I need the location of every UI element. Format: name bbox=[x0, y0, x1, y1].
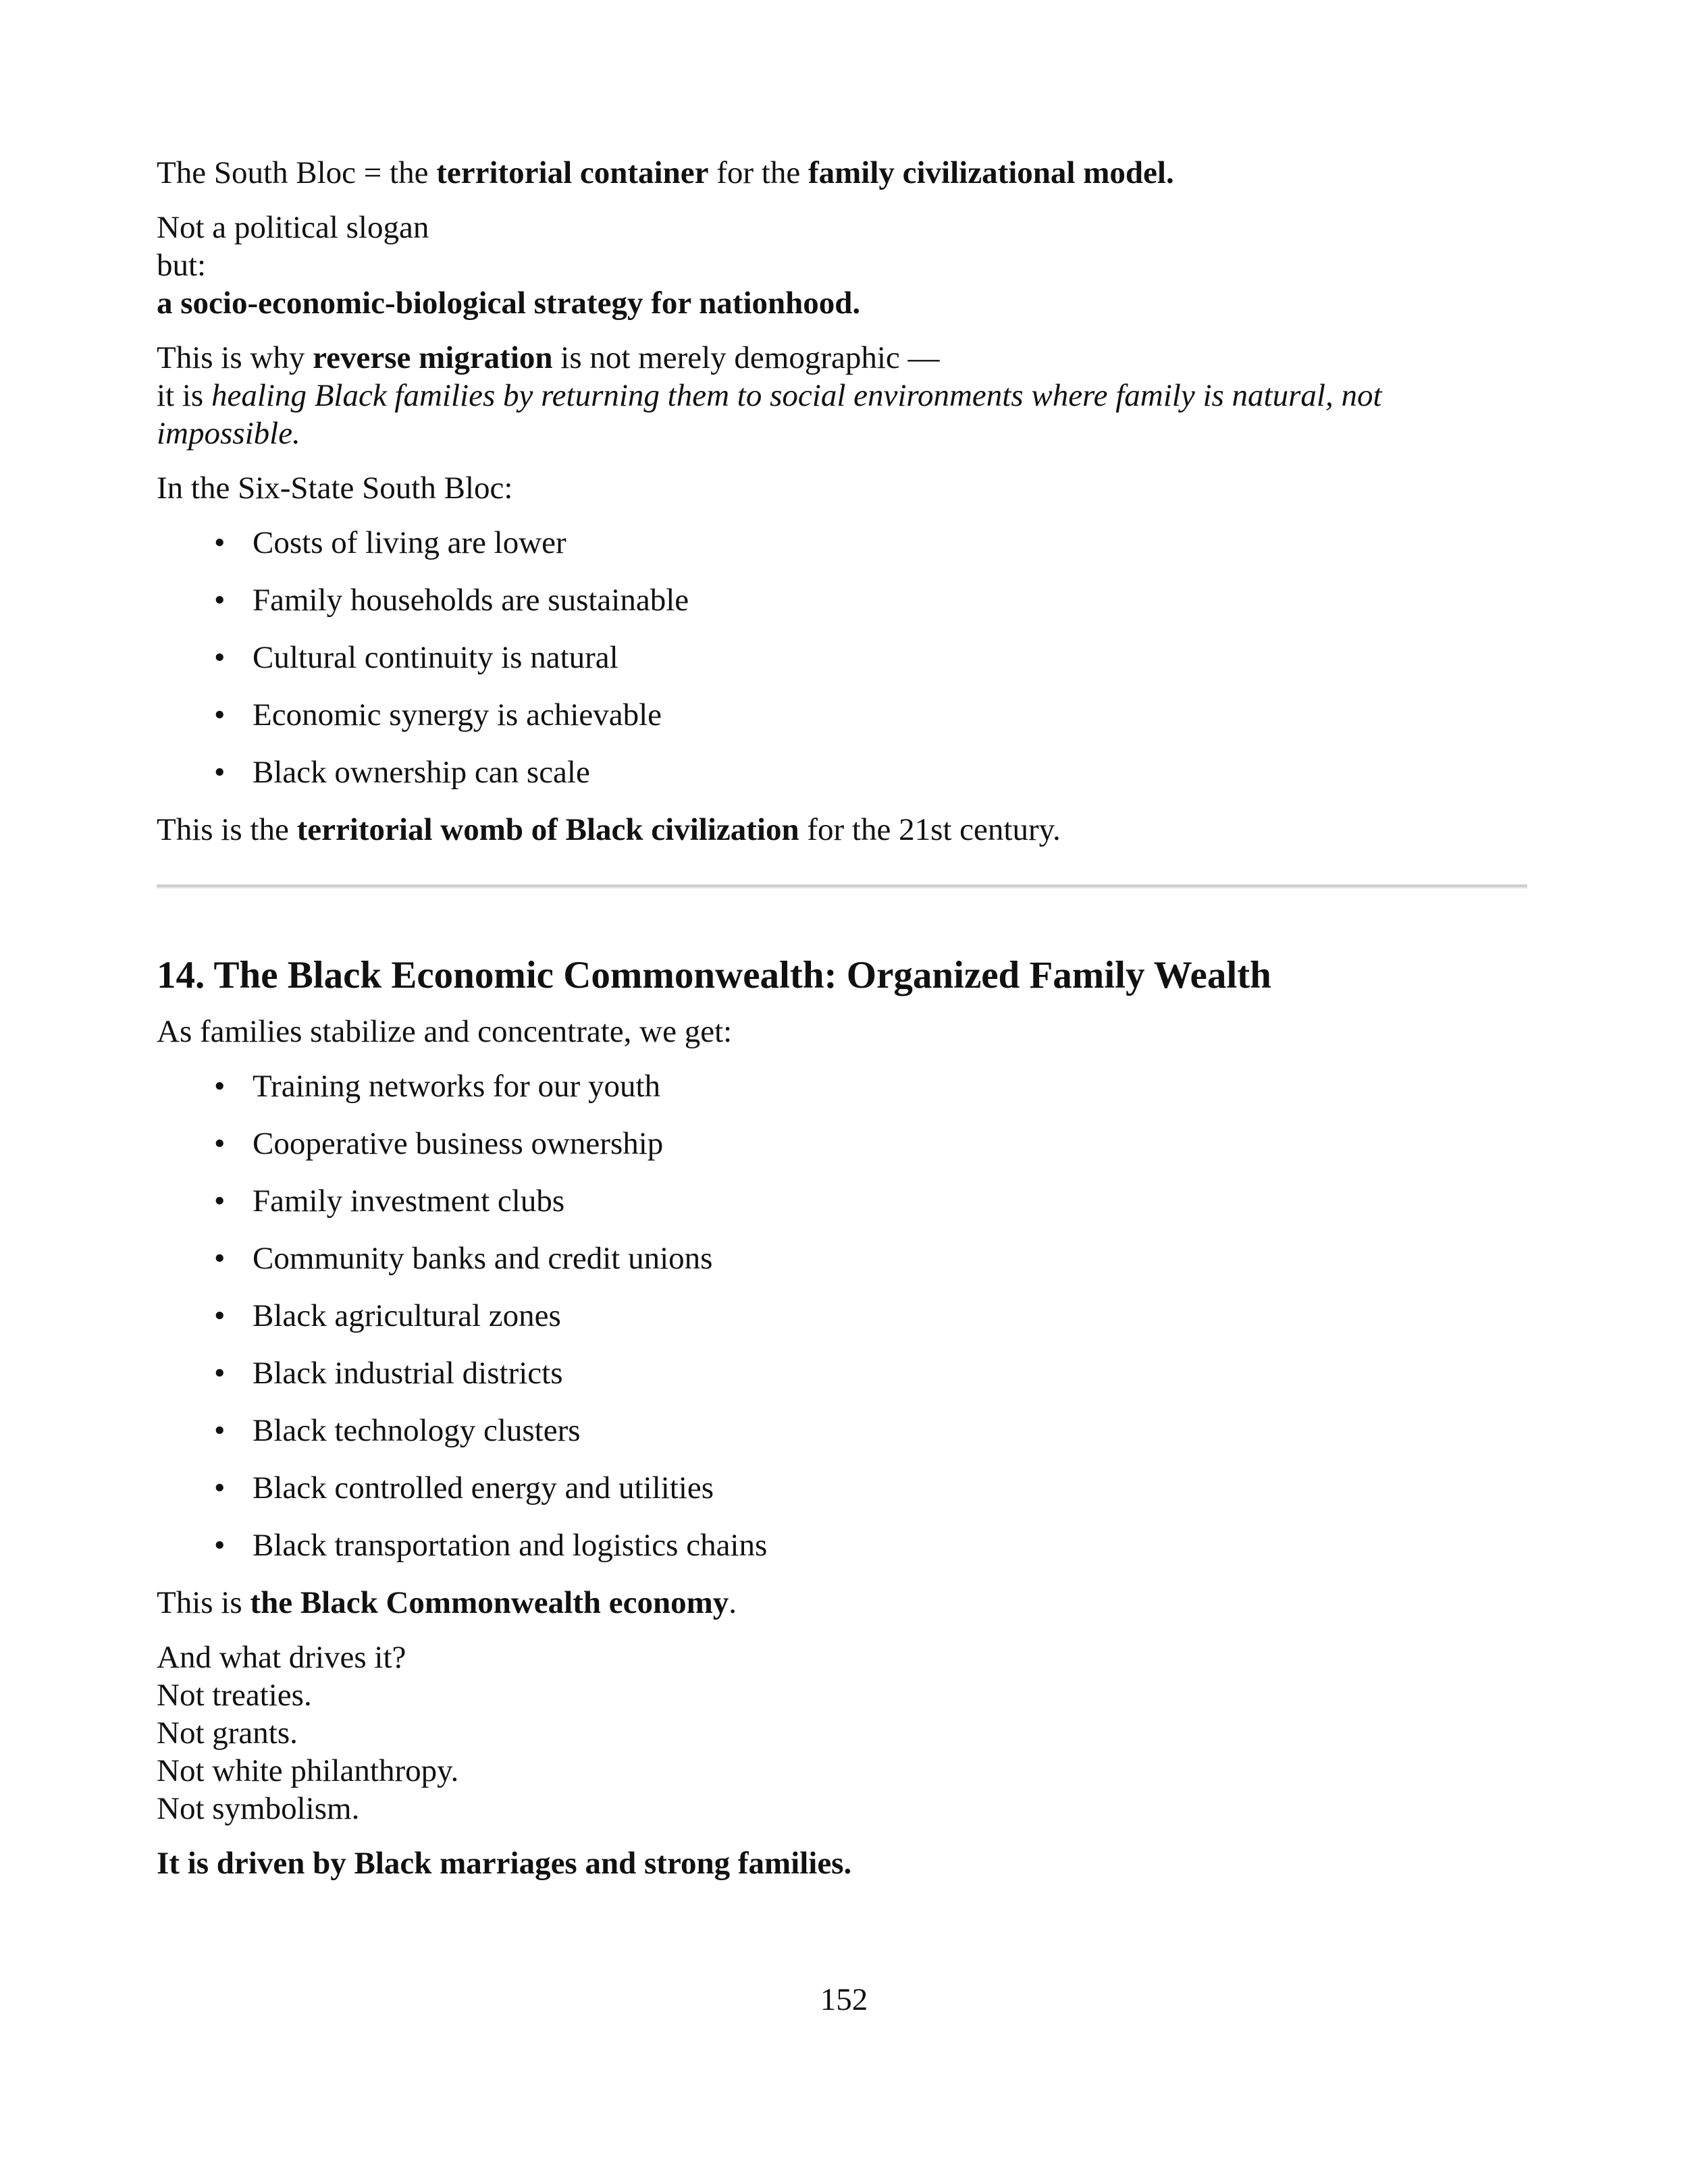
bullet-icon: • bbox=[214, 1126, 226, 1161]
list-item bbox=[157, 1240, 1527, 1277]
bullet-icon: • bbox=[214, 640, 226, 675]
list-item-text: Black ownership can scale bbox=[253, 755, 590, 790]
bullet-list-commonwealth bbox=[157, 1067, 1527, 1564]
list-item bbox=[157, 639, 1527, 676]
paragraph-south-bloc bbox=[157, 154, 1527, 192]
text-run: This is bbox=[157, 1585, 250, 1620]
paragraph-reverse-migration bbox=[157, 339, 1527, 452]
bold-phrase: territorial container bbox=[436, 155, 709, 190]
list-item bbox=[157, 753, 1527, 791]
horizontal-divider bbox=[157, 884, 1527, 888]
text-line: Not grants. bbox=[157, 1715, 298, 1751]
bullet-icon: • bbox=[214, 697, 226, 733]
text-line: Not white philanthropy. bbox=[157, 1753, 459, 1788]
text-run: it is bbox=[157, 378, 211, 413]
list-item bbox=[157, 1125, 1527, 1163]
bullet-list-south-bloc bbox=[157, 524, 1527, 791]
text-run: This is why bbox=[157, 340, 313, 375]
bold-phrase: territorial womb of Black civilization bbox=[296, 812, 799, 847]
bullet-icon: • bbox=[214, 1183, 226, 1219]
list-item-text: Community banks and credit unions bbox=[253, 1241, 713, 1276]
list-item bbox=[157, 1354, 1527, 1392]
list-item bbox=[157, 524, 1527, 562]
list-item-text: Black agricultural zones bbox=[253, 1298, 561, 1333]
list-item bbox=[157, 1412, 1527, 1449]
list-item bbox=[157, 1469, 1527, 1507]
text-line: but: bbox=[157, 248, 207, 283]
list-item bbox=[157, 1297, 1527, 1335]
text-run: is not merely demographic — bbox=[552, 340, 940, 375]
list-item bbox=[157, 696, 1527, 734]
bullet-icon: • bbox=[214, 1356, 226, 1391]
text-line: Not symbolism. bbox=[157, 1791, 360, 1826]
text-run: . bbox=[729, 1585, 737, 1620]
section-heading: 14. The Black Economic Commonwealth: Organized Family Wealth bbox=[157, 954, 1271, 996]
bullet-icon: • bbox=[214, 583, 226, 618]
list-item-text: Family households are sustainable bbox=[253, 583, 689, 618]
list-item bbox=[157, 1067, 1527, 1105]
list-item bbox=[157, 1526, 1527, 1564]
list-item-text: Black industrial districts bbox=[253, 1356, 563, 1391]
text-run: The South Bloc = the bbox=[157, 155, 437, 190]
paragraph-intro: As families stabilize and concentrate, we get: bbox=[157, 1014, 733, 1049]
paragraph-what-drives-it bbox=[157, 1639, 1527, 1828]
paragraph-commonwealth-economy bbox=[157, 1584, 1527, 1622]
list-item-text: Cultural continuity is natural bbox=[253, 640, 618, 675]
bullet-icon: • bbox=[214, 1470, 226, 1506]
bullet-icon: • bbox=[214, 1298, 226, 1333]
text-line: Not a political slogan bbox=[157, 210, 429, 245]
paragraph-not-slogan bbox=[157, 209, 1527, 322]
bullet-icon: • bbox=[214, 1241, 226, 1276]
paragraph-closing bbox=[157, 1844, 1527, 1882]
list-item-text: Costs of living are lower bbox=[253, 525, 566, 560]
page-content bbox=[157, 154, 1527, 1899]
list-item-text: Black controlled energy and utilities bbox=[253, 1470, 714, 1506]
list-item-text: Economic synergy is achievable bbox=[253, 697, 662, 733]
bold-line: It is driven by Black marriages and strong families. bbox=[157, 1846, 852, 1881]
bullet-icon: • bbox=[214, 755, 226, 790]
list-item bbox=[157, 1182, 1527, 1220]
bullet-icon: • bbox=[214, 525, 226, 560]
paragraph-six-state: In the Six-State South Bloc: bbox=[157, 471, 513, 506]
italic-phrase: healing Black families by returning them to social environments where family is natural, not impossible. bbox=[157, 378, 1382, 451]
bold-line: a socio-economic-biological strategy for nationhood. bbox=[157, 286, 861, 321]
list-item-text: Cooperative business ownership bbox=[253, 1126, 664, 1161]
bullet-icon: • bbox=[214, 1528, 226, 1563]
bullet-icon: • bbox=[214, 1069, 226, 1104]
list-item-text: Training networks for our youth bbox=[253, 1069, 661, 1104]
bold-phrase: the Black Commonwealth economy bbox=[250, 1585, 729, 1620]
list-item-text: Family investment clubs bbox=[253, 1183, 565, 1219]
list-item bbox=[157, 581, 1527, 619]
bold-phrase: reverse migration bbox=[313, 340, 553, 375]
page-number: 152 bbox=[820, 1982, 868, 2017]
text-line: Not treaties. bbox=[157, 1678, 312, 1713]
bold-phrase: family civilizational model. bbox=[808, 155, 1174, 190]
bullet-icon: • bbox=[214, 1413, 226, 1448]
text-run: This is the bbox=[157, 812, 297, 847]
list-item-text: Black technology clusters bbox=[253, 1413, 581, 1448]
text-line: And what drives it? bbox=[157, 1640, 406, 1675]
text-run: for the 21st century. bbox=[799, 812, 1061, 847]
text-run: for the bbox=[708, 155, 808, 190]
paragraph-territorial-womb bbox=[157, 811, 1527, 849]
list-item-text: Black transportation and logistics chains bbox=[253, 1528, 768, 1563]
